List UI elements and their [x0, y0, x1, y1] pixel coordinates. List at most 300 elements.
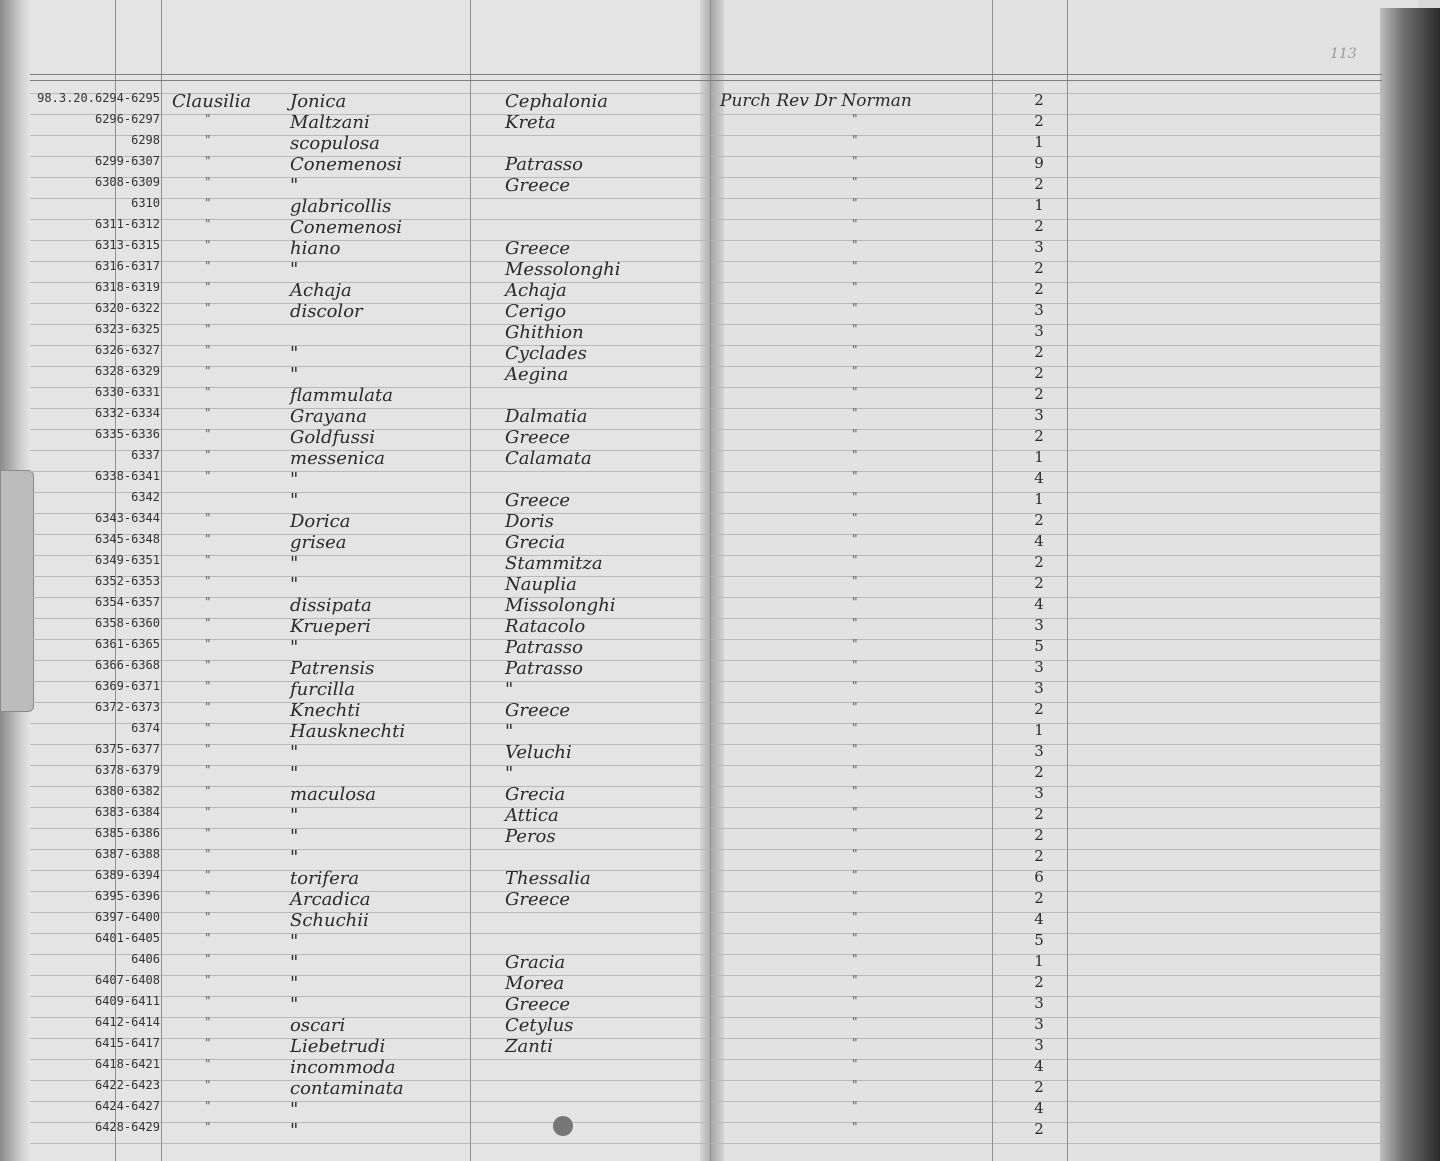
genus-cell: ": [205, 1099, 211, 1113]
register-number: 6375-6377: [94, 742, 160, 756]
specimen-count: 2: [1034, 574, 1044, 592]
genus-cell: ": [205, 763, 211, 777]
table-row: [0, 1099, 1440, 1119]
genus-cell: ": [205, 595, 211, 609]
locality-cell: Greece: [505, 994, 571, 1015]
source-cell: ": [852, 931, 858, 945]
genus-cell: ": [205, 406, 211, 420]
species-cell: Krueperi: [290, 616, 371, 637]
locality-cell: Gracia: [505, 952, 566, 973]
source-cell: ": [852, 1036, 858, 1050]
species-cell: discolor: [290, 301, 363, 322]
table-row: [0, 1120, 1440, 1140]
register-number: 6366-6368: [94, 658, 160, 672]
species-cell: ": [290, 343, 299, 364]
ruled-line: [30, 1143, 1382, 1144]
specimen-count: 4: [1034, 532, 1044, 550]
species-cell: messenica: [290, 448, 386, 469]
species-cell: ": [290, 763, 299, 784]
specimen-count: 3: [1034, 301, 1044, 319]
register-number: 6335-6336: [94, 427, 160, 441]
species-cell: ": [290, 1099, 299, 1120]
register-number: 6316-6317: [94, 259, 160, 273]
genus-cell: ": [205, 1057, 211, 1071]
source-cell: ": [852, 1099, 858, 1113]
register-number: 6395-6396: [94, 889, 160, 903]
specimen-count: 2: [1034, 364, 1044, 382]
source-cell: ": [852, 301, 858, 315]
table-row: [0, 1036, 1440, 1056]
specimen-count: 3: [1034, 322, 1044, 340]
genus-cell: ": [205, 301, 211, 315]
genus-cell: ": [205, 658, 211, 672]
source-cell: ": [852, 511, 858, 525]
specimen-count: 1: [1034, 196, 1044, 214]
species-cell: ": [290, 637, 299, 658]
genus-cell: ": [205, 889, 211, 903]
locality-cell: Greece: [505, 700, 571, 721]
locality-cell: ": [505, 679, 514, 700]
source-cell: ": [852, 973, 858, 987]
genus-cell: ": [205, 133, 211, 147]
locality-cell: Cephalonia: [505, 91, 608, 112]
species-cell: Dorica: [290, 511, 351, 532]
genus-cell: ": [205, 280, 211, 294]
table-row: [0, 217, 1440, 237]
genus-cell: ": [205, 616, 211, 630]
locality-cell: Greece: [505, 490, 571, 511]
species-cell: maculosa: [290, 784, 377, 805]
locality-cell: Greece: [505, 238, 571, 259]
genus-cell: ": [205, 1078, 211, 1092]
locality-cell: Messolonghi: [505, 259, 621, 280]
genus-cell: ": [205, 322, 211, 336]
specimen-count: 9: [1034, 154, 1044, 172]
table-row: [0, 238, 1440, 258]
specimen-count: 3: [1034, 406, 1044, 424]
header-rule: [30, 80, 1382, 81]
species-cell: flammulata: [290, 385, 393, 406]
specimen-count: 3: [1034, 784, 1044, 802]
table-row: [0, 1015, 1440, 1035]
specimen-count: 2: [1034, 847, 1044, 865]
genus-cell: ": [205, 994, 211, 1008]
register-number: 6320-6322: [94, 301, 160, 315]
genus-cell: Clausilia: [172, 91, 252, 112]
source-cell: ": [852, 196, 858, 210]
genus-cell: ": [205, 973, 211, 987]
source-cell: ": [852, 1057, 858, 1071]
register-number: 6310: [131, 196, 160, 210]
table-row: [0, 385, 1440, 405]
source-cell: ": [852, 994, 858, 1008]
source-cell: ": [852, 742, 858, 756]
locality-cell: Achaja: [505, 280, 567, 301]
table-row: [0, 553, 1440, 573]
register-number: 6337: [131, 448, 160, 462]
register-number: 6409-6411: [94, 994, 160, 1008]
specimen-count: 1: [1034, 952, 1044, 970]
genus-cell: ": [205, 952, 211, 966]
table-row: [0, 910, 1440, 930]
register-number: 6296-6297: [94, 112, 160, 126]
table-row: [0, 826, 1440, 846]
specimen-count: 1: [1034, 490, 1044, 508]
table-row: [0, 679, 1440, 699]
species-cell: ": [290, 574, 299, 595]
register-number: 6397-6400: [94, 910, 160, 924]
table-row: [0, 952, 1440, 972]
source-cell: ": [852, 1015, 858, 1029]
page-number: 113: [1330, 46, 1357, 62]
source-cell: ": [852, 868, 858, 882]
register-number: 6387-6388: [94, 847, 160, 861]
register-number: 6358-6360: [94, 616, 160, 630]
specimen-count: 3: [1034, 742, 1044, 760]
genus-cell: ": [205, 805, 211, 819]
register-number: 6401-6405: [94, 931, 160, 945]
species-cell: ": [290, 490, 299, 511]
table-row: [0, 301, 1440, 321]
species-cell: ": [290, 259, 299, 280]
register-number: 6389-6394: [94, 868, 160, 882]
locality-cell: Ghithion: [505, 322, 584, 343]
register-number: 6422-6423: [94, 1078, 160, 1092]
source-cell: ": [852, 217, 858, 231]
table-row: [0, 175, 1440, 195]
species-cell: ": [290, 175, 299, 196]
source-cell: ": [852, 532, 858, 546]
species-cell: furcilla: [290, 679, 355, 700]
source-cell: ": [852, 805, 858, 819]
table-row: [0, 469, 1440, 489]
species-cell: Hausknechti: [290, 721, 406, 742]
specimen-count: 3: [1034, 238, 1044, 256]
source-cell: Purch Rev Dr Norman: [720, 91, 912, 111]
table-row: [0, 133, 1440, 153]
table-row: [0, 889, 1440, 909]
genus-cell: ": [205, 469, 211, 483]
genus-cell: ": [205, 784, 211, 798]
table-row: [0, 994, 1440, 1014]
specimen-count: 2: [1034, 763, 1044, 781]
locality-cell: ": [505, 763, 514, 784]
source-cell: ": [852, 637, 858, 651]
register-number: 6354-6357: [94, 595, 160, 609]
table-row: [0, 1057, 1440, 1077]
genus-cell: ": [205, 532, 211, 546]
locality-cell: Patrasso: [505, 658, 583, 679]
specimen-count: 3: [1034, 679, 1044, 697]
species-cell: Arcadica: [290, 889, 371, 910]
table-row: [0, 742, 1440, 762]
source-cell: ": [852, 784, 858, 798]
table-row: [0, 259, 1440, 279]
source-cell: ": [852, 658, 858, 672]
species-cell: glabricollis: [290, 196, 392, 217]
register-number: 6332-6334: [94, 406, 160, 420]
locality-cell: ": [505, 721, 514, 742]
source-cell: ": [852, 553, 858, 567]
specimen-count: 1: [1034, 448, 1044, 466]
specimen-count: 2: [1034, 427, 1044, 445]
register-number: 6308-6309: [94, 175, 160, 189]
register-number: 6342: [131, 490, 160, 504]
table-row: [0, 532, 1440, 552]
locality-cell: Cerigo: [505, 301, 567, 322]
species-cell: Conemenosi: [290, 154, 402, 175]
specimen-count: 2: [1034, 112, 1044, 130]
register-number: 6352-6353: [94, 574, 160, 588]
table-row: [0, 868, 1440, 888]
source-cell: ": [852, 952, 858, 966]
register-number: 6299-6307: [94, 154, 160, 168]
source-cell: ": [852, 343, 858, 357]
specimen-count: 2: [1034, 1120, 1044, 1138]
specimen-count: 2: [1034, 553, 1044, 571]
genus-cell: ": [205, 427, 211, 441]
species-cell: Conemenosi: [290, 217, 402, 238]
register-number: 6343-6344: [94, 511, 160, 525]
specimen-count: 2: [1034, 259, 1044, 277]
table-row: [0, 931, 1440, 951]
locality-cell: Kreta: [505, 112, 556, 133]
table-row: [0, 91, 1440, 111]
table-row: [0, 658, 1440, 678]
genus-cell: ": [205, 700, 211, 714]
register-number: 6349-6351: [94, 553, 160, 567]
locality-cell: Nauplia: [505, 574, 577, 595]
register-number: 6328-6329: [94, 364, 160, 378]
source-cell: ": [852, 427, 858, 441]
register-number: 6298: [131, 133, 160, 147]
register-number: 6345-6348: [94, 532, 160, 546]
specimen-count: 2: [1034, 385, 1044, 403]
locality-cell: Dalmatia: [505, 406, 588, 427]
source-cell: ": [852, 847, 858, 861]
genus-cell: ": [205, 385, 211, 399]
source-cell: ": [852, 238, 858, 252]
species-cell: dissipata: [290, 595, 372, 616]
source-cell: ": [852, 490, 858, 504]
genus-cell: ": [205, 238, 211, 252]
genus-cell: ": [205, 154, 211, 168]
genus-cell: ": [205, 826, 211, 840]
locality-cell: Peros: [505, 826, 556, 847]
register-number: 6406: [131, 952, 160, 966]
species-cell: oscari: [290, 1015, 346, 1036]
locality-cell: Cyclades: [505, 343, 587, 364]
source-cell: ": [852, 721, 858, 735]
table-row: [0, 322, 1440, 342]
source-cell: ": [852, 133, 858, 147]
source-cell: ": [852, 889, 858, 903]
source-cell: ": [852, 385, 858, 399]
species-cell: ": [290, 742, 299, 763]
specimen-count: 2: [1034, 91, 1044, 109]
genus-cell: ": [205, 742, 211, 756]
register-number: 6383-6384: [94, 805, 160, 819]
species-cell: ": [290, 847, 299, 868]
source-cell: ": [852, 448, 858, 462]
species-cell: ": [290, 364, 299, 385]
table-row: [0, 280, 1440, 300]
locality-cell: Zanti: [505, 1036, 553, 1057]
source-cell: ": [852, 175, 858, 189]
locality-cell: Doris: [505, 511, 554, 532]
source-cell: ": [852, 406, 858, 420]
register-number: 6369-6371: [94, 679, 160, 693]
specimen-count: 2: [1034, 217, 1044, 235]
specimen-count: 2: [1034, 1078, 1044, 1096]
table-row: [0, 805, 1440, 825]
register-number: 6372-6373: [94, 700, 160, 714]
table-row: [0, 196, 1440, 216]
genus-cell: ": [205, 553, 211, 567]
species-cell: Schuchii: [290, 910, 369, 931]
register-number: 6330-6331: [94, 385, 160, 399]
register-number: 6407-6408: [94, 973, 160, 987]
source-cell: ": [852, 763, 858, 777]
genus-cell: ": [205, 448, 211, 462]
specimen-count: 2: [1034, 700, 1044, 718]
species-cell: Grayana: [290, 406, 367, 427]
table-row: [0, 763, 1440, 783]
header-rule: [30, 74, 1382, 75]
register-number: 6311-6312: [94, 217, 160, 231]
table-row: [0, 406, 1440, 426]
genus-cell: ": [205, 196, 211, 210]
species-cell: Knechti: [290, 700, 361, 721]
species-cell: Maltzani: [290, 112, 370, 133]
table-row: [0, 637, 1440, 657]
register-number: 6323-6325: [94, 322, 160, 336]
register-number: 6415-6417: [94, 1036, 160, 1050]
genus-cell: ": [205, 217, 211, 231]
genus-cell: ": [205, 364, 211, 378]
genus-cell: ": [205, 1015, 211, 1029]
species-cell: Achaja: [290, 280, 352, 301]
table-row: [0, 448, 1440, 468]
species-cell: grisea: [290, 532, 347, 553]
table-row: [0, 1078, 1440, 1098]
source-cell: ": [852, 364, 858, 378]
specimen-count: 2: [1034, 889, 1044, 907]
genus-cell: ": [205, 931, 211, 945]
register-number: 98.3.20.6294-6295: [37, 91, 160, 105]
species-cell: torifera: [290, 868, 360, 889]
table-row: [0, 364, 1440, 384]
genus-cell: ": [205, 847, 211, 861]
table-row: [0, 700, 1440, 720]
specimen-count: 5: [1034, 931, 1044, 949]
register-number: 6338-6341: [94, 469, 160, 483]
register-number: 6318-6319: [94, 280, 160, 294]
genus-cell: ": [205, 511, 211, 525]
register-number: 6374: [131, 721, 160, 735]
table-row: [0, 112, 1440, 132]
source-cell: ": [852, 259, 858, 273]
source-cell: ": [852, 826, 858, 840]
species-cell: Goldfussi: [290, 427, 375, 448]
genus-cell: ": [205, 637, 211, 651]
table-row: [0, 490, 1440, 510]
species-cell: ": [290, 826, 299, 847]
locality-cell: Cetylus: [505, 1015, 574, 1036]
source-cell: ": [852, 322, 858, 336]
genus-cell: ": [205, 1120, 211, 1134]
table-row: [0, 343, 1440, 363]
table-row: [0, 427, 1440, 447]
register-number: 6326-6327: [94, 343, 160, 357]
genus-cell: ": [205, 175, 211, 189]
register-number: 6361-6365: [94, 637, 160, 651]
species-cell: contaminata: [290, 1078, 404, 1099]
register-number: 6428-6429: [94, 1120, 160, 1134]
table-row: [0, 784, 1440, 804]
specimen-count: 3: [1034, 616, 1044, 634]
source-cell: ": [852, 469, 858, 483]
locality-cell: Thessalia: [505, 868, 591, 889]
register-number: 6380-6382: [94, 784, 160, 798]
genus-cell: ": [205, 112, 211, 126]
source-cell: ": [852, 595, 858, 609]
genus-cell: ": [205, 868, 211, 882]
genus-cell: ": [205, 343, 211, 357]
table-row: [0, 616, 1440, 636]
species-cell: incommoda: [290, 1057, 396, 1078]
locality-cell: Missolonghi: [505, 595, 616, 616]
specimen-count: 2: [1034, 280, 1044, 298]
table-row: [0, 847, 1440, 867]
register-number: 6418-6421: [94, 1057, 160, 1071]
specimen-count: 4: [1034, 469, 1044, 487]
specimen-count: 4: [1034, 910, 1044, 928]
genus-cell: ": [205, 259, 211, 273]
species-cell: scopulosa: [290, 133, 380, 154]
source-cell: ": [852, 280, 858, 294]
source-cell: ": [852, 154, 858, 168]
specimen-count: 5: [1034, 637, 1044, 655]
specimen-count: 3: [1034, 1036, 1044, 1054]
genus-cell: ": [205, 910, 211, 924]
specimen-count: 2: [1034, 826, 1044, 844]
source-cell: ": [852, 574, 858, 588]
locality-cell: Grecia: [505, 532, 566, 553]
specimen-count: 1: [1034, 133, 1044, 151]
register-number: 6424-6427: [94, 1099, 160, 1113]
specimen-count: 2: [1034, 805, 1044, 823]
source-cell: ": [852, 700, 858, 714]
specimen-count: 2: [1034, 511, 1044, 529]
register-number: 6378-6379: [94, 763, 160, 777]
species-cell: ": [290, 994, 299, 1015]
specimen-count: 4: [1034, 595, 1044, 613]
specimen-count: 2: [1034, 175, 1044, 193]
specimen-count: 1: [1034, 721, 1044, 739]
locality-cell: Aegina: [505, 364, 569, 385]
locality-cell: Greece: [505, 175, 571, 196]
source-cell: ": [852, 616, 858, 630]
locality-cell: Morea: [505, 973, 565, 994]
specimen-count: 2: [1034, 973, 1044, 991]
species-cell: Liebetrudi: [290, 1036, 386, 1057]
species-cell: ": [290, 553, 299, 574]
species-cell: Jonica: [290, 91, 347, 112]
genus-cell: ": [205, 721, 211, 735]
species-cell: ": [290, 931, 299, 952]
table-row: [0, 154, 1440, 174]
